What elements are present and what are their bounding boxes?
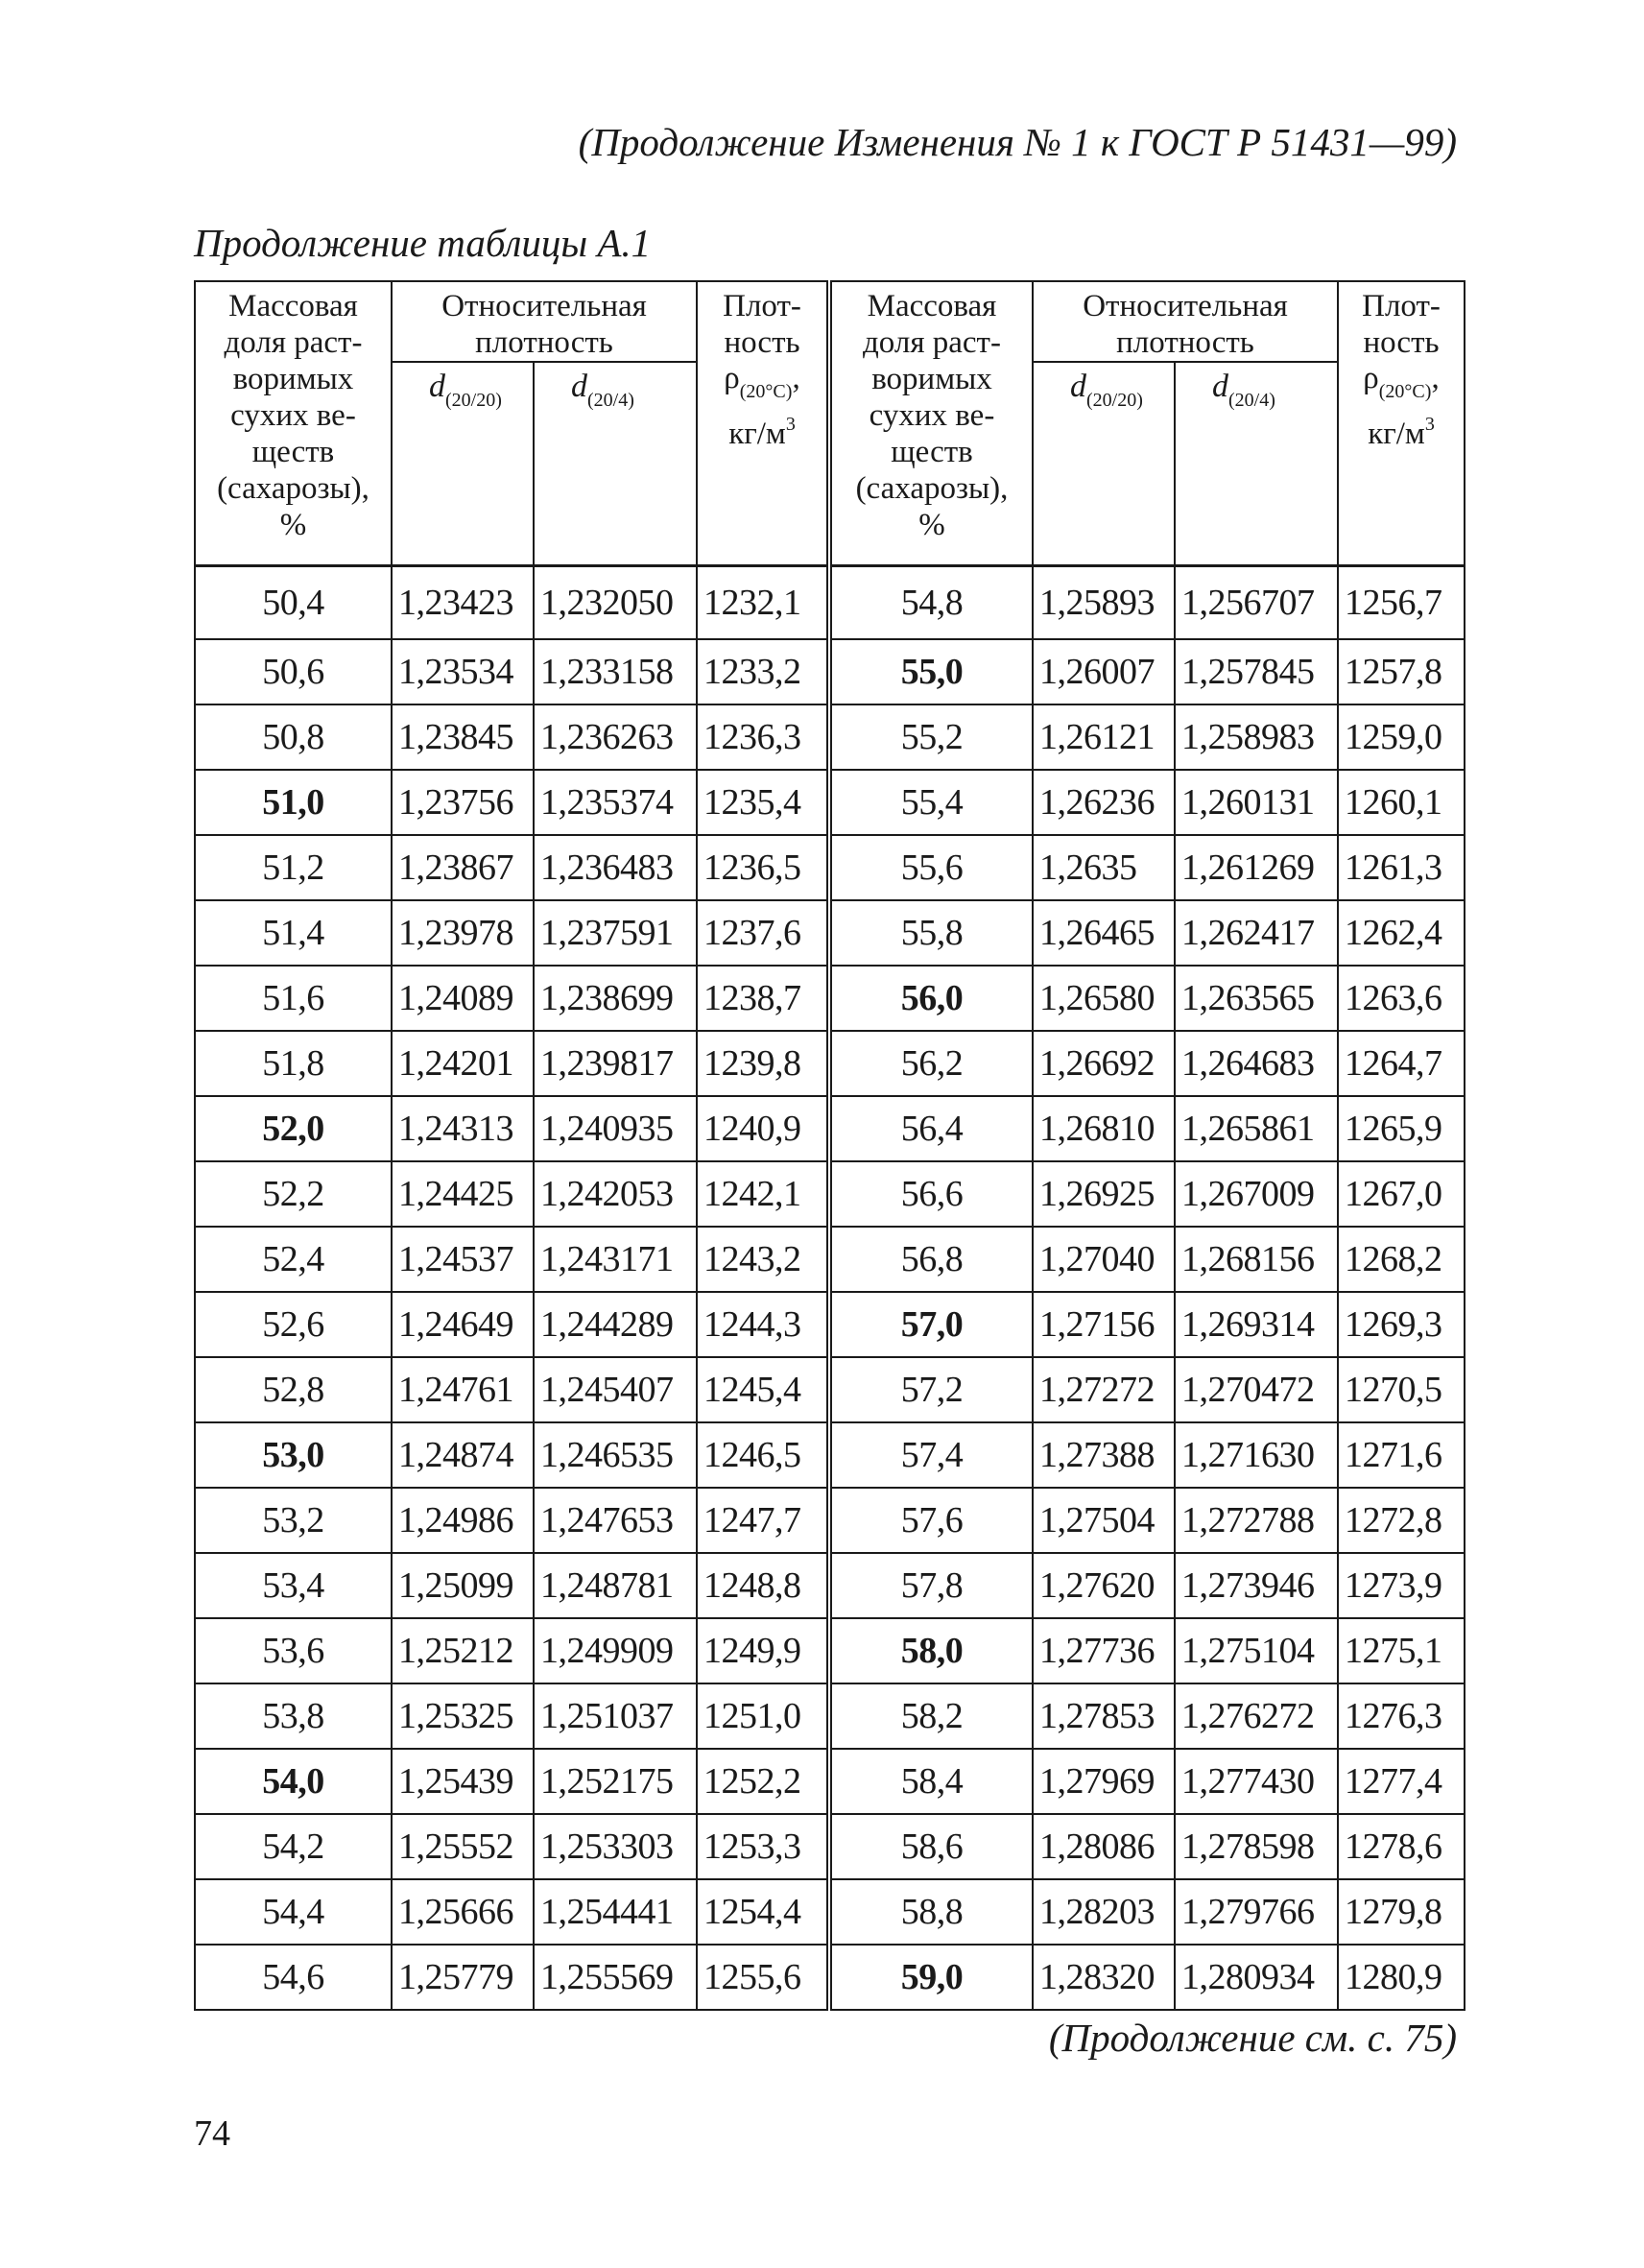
d204-cell: 1,253303 bbox=[534, 1814, 697, 1879]
d2020-cell: 1,28203 bbox=[1033, 1879, 1175, 1945]
relative-density-line: Относительная bbox=[1083, 289, 1288, 323]
table-head bbox=[195, 281, 1465, 565]
header-rho-left bbox=[697, 362, 829, 565]
table-row bbox=[195, 1357, 1465, 1422]
d2020-cell: 1,23978 bbox=[392, 900, 534, 966]
mass-fraction-cell: 50,4 bbox=[195, 565, 392, 639]
d2020-cell: 1,25439 bbox=[392, 1749, 534, 1814]
table-row bbox=[195, 1814, 1465, 1879]
d2020-cell: 1,24201 bbox=[392, 1031, 534, 1096]
mass-fraction-line: воримых bbox=[871, 362, 992, 396]
header-relative-density-right bbox=[1033, 281, 1338, 362]
rho-comma: , bbox=[1431, 362, 1440, 395]
rho-unit-line bbox=[1339, 408, 1464, 450]
d2020-cell: 1,25212 bbox=[392, 1618, 534, 1683]
density-cell: 1262,4 bbox=[1338, 900, 1465, 966]
header-d2020-left bbox=[392, 362, 534, 565]
d2020-cell: 1,27736 bbox=[1033, 1618, 1175, 1683]
mass-fraction-cell: 52,4 bbox=[195, 1227, 392, 1292]
d2020-cell: 1,27040 bbox=[1033, 1227, 1175, 1292]
table-row bbox=[195, 770, 1465, 835]
d204-cell: 1,271630 bbox=[1175, 1422, 1338, 1488]
mass-fraction-cell: 54,4 bbox=[195, 1879, 392, 1945]
mass-fraction-cell: 50,8 bbox=[195, 704, 392, 770]
density-cell: 1255,6 bbox=[697, 1945, 829, 2010]
mass-fraction-cell: 51,4 bbox=[195, 900, 392, 966]
table-row bbox=[195, 1422, 1465, 1488]
mass-fraction-cell: 54,8 bbox=[829, 565, 1033, 639]
rho-unit-superscript: 3 bbox=[785, 414, 796, 435]
d204-cell: 1,280934 bbox=[1175, 1945, 1338, 2010]
header-d204-right bbox=[1175, 362, 1338, 565]
d2020-cell: 1,24986 bbox=[392, 1488, 534, 1553]
density-cell: 1244,3 bbox=[697, 1292, 829, 1357]
relative-density-line: Относительная bbox=[441, 289, 647, 323]
table-row bbox=[195, 704, 1465, 770]
density-cell: 1269,3 bbox=[1338, 1292, 1465, 1357]
d-subscript: (20/4) bbox=[587, 390, 634, 411]
d-symbol: d bbox=[429, 369, 445, 404]
table-row bbox=[195, 835, 1465, 900]
d2020-cell: 1,25893 bbox=[1033, 565, 1175, 639]
mass-fraction-cell: 58,2 bbox=[829, 1683, 1033, 1749]
d-symbol: d bbox=[1212, 369, 1228, 404]
mass-fraction-cell: 57,6 bbox=[829, 1488, 1033, 1553]
d204-cell: 1,239817 bbox=[534, 1031, 697, 1096]
density-cell: 1240,9 bbox=[697, 1096, 829, 1161]
d2020-cell: 1,23423 bbox=[392, 565, 534, 639]
table-row bbox=[195, 1618, 1465, 1683]
mass-fraction-cell: 58,0 bbox=[829, 1618, 1033, 1683]
mass-fraction-cell: 55,2 bbox=[829, 704, 1033, 770]
rho-line bbox=[698, 362, 826, 408]
density-cell: 1235,4 bbox=[697, 770, 829, 835]
mass-fraction-cell: 58,8 bbox=[829, 1879, 1033, 1945]
header-d204-left bbox=[534, 362, 697, 565]
d204-cell: 1,249909 bbox=[534, 1618, 697, 1683]
mass-fraction-line: (сахарозы), bbox=[855, 471, 1009, 506]
density-cell: 1261,3 bbox=[1338, 835, 1465, 900]
mass-fraction-cell: 54,6 bbox=[195, 1945, 392, 2010]
density-cell: 1248,8 bbox=[697, 1553, 829, 1618]
density-cell: 1256,7 bbox=[1338, 565, 1465, 639]
mass-fraction-cell: 54,0 bbox=[195, 1749, 392, 1814]
d204-cell: 1,243171 bbox=[534, 1227, 697, 1292]
d2020-cell: 1,27504 bbox=[1033, 1488, 1175, 1553]
mass-fraction-cell: 51,2 bbox=[195, 835, 392, 900]
d2020-cell: 1,24089 bbox=[392, 966, 534, 1031]
d204-cell: 1,273946 bbox=[1175, 1553, 1338, 1618]
density-cell: 1257,8 bbox=[1338, 639, 1465, 704]
density-cell: 1232,1 bbox=[697, 565, 829, 639]
density-cell: 1236,3 bbox=[697, 704, 829, 770]
rho-subscript: (20°С) bbox=[739, 381, 793, 402]
d2020-cell: 1,27388 bbox=[1033, 1422, 1175, 1488]
d2020-cell: 1,26810 bbox=[1033, 1096, 1175, 1161]
d204-cell: 1,276272 bbox=[1175, 1683, 1338, 1749]
table-row bbox=[195, 1031, 1465, 1096]
d2020-cell: 1,24537 bbox=[392, 1227, 534, 1292]
mass-fraction-cell: 56,4 bbox=[829, 1096, 1033, 1161]
d204-cell: 1,248781 bbox=[534, 1553, 697, 1618]
mass-fraction-cell: 51,0 bbox=[195, 770, 392, 835]
d204-cell: 1,254441 bbox=[534, 1879, 697, 1945]
mass-fraction-cell: 56,2 bbox=[829, 1031, 1033, 1096]
table-row bbox=[195, 900, 1465, 966]
mass-fraction-cell: 52,8 bbox=[195, 1357, 392, 1422]
d204-cell: 1,235374 bbox=[534, 770, 697, 835]
mass-fraction-cell: 50,6 bbox=[195, 639, 392, 704]
mass-fraction-cell: 52,6 bbox=[195, 1292, 392, 1357]
density-cell: 1251,0 bbox=[697, 1683, 829, 1749]
mass-fraction-line: (сахарозы), bbox=[217, 471, 369, 506]
table-row bbox=[195, 966, 1465, 1031]
d204-cell: 1,244289 bbox=[534, 1292, 697, 1357]
mass-fraction-line: ществ bbox=[891, 435, 973, 469]
density-cell: 1259,0 bbox=[1338, 704, 1465, 770]
density-line: Плот- bbox=[1362, 289, 1441, 323]
mass-fraction-cell: 55,0 bbox=[829, 639, 1033, 704]
density-cell: 1247,7 bbox=[697, 1488, 829, 1553]
d204-cell: 1,237591 bbox=[534, 900, 697, 966]
running-header: (Продолжение Изменения № 1 к ГОСТ Р 51431—99) bbox=[578, 120, 1457, 164]
d2020-cell: 1,2635 bbox=[1033, 835, 1175, 900]
mass-fraction-cell: 52,0 bbox=[195, 1096, 392, 1161]
density-line: ность bbox=[1363, 325, 1440, 360]
mass-fraction-line: сухих ве- bbox=[230, 398, 356, 433]
mass-fraction-cell: 53,6 bbox=[195, 1618, 392, 1683]
d2020-cell: 1,27620 bbox=[1033, 1553, 1175, 1618]
table-row bbox=[195, 1553, 1465, 1618]
density-cell: 1260,1 bbox=[1338, 770, 1465, 835]
density-cell: 1238,7 bbox=[697, 966, 829, 1031]
d204-cell: 1,236483 bbox=[534, 835, 697, 900]
mass-fraction-cell: 57,2 bbox=[829, 1357, 1033, 1422]
d2020-cell: 1,27272 bbox=[1033, 1357, 1175, 1422]
mass-fraction-cell: 59,0 bbox=[829, 1945, 1033, 2010]
d2020-cell: 1,25099 bbox=[392, 1553, 534, 1618]
mass-fraction-cell: 56,6 bbox=[829, 1161, 1033, 1227]
d204-cell: 1,256707 bbox=[1175, 565, 1338, 639]
mass-fraction-line: % bbox=[918, 508, 945, 542]
d2020-cell: 1,24313 bbox=[392, 1096, 534, 1161]
mass-fraction-cell: 52,2 bbox=[195, 1161, 392, 1227]
density-cell: 1271,6 bbox=[1338, 1422, 1465, 1488]
header-density-left bbox=[697, 281, 829, 362]
d2020-cell: 1,25779 bbox=[392, 1945, 534, 2010]
d204-cell: 1,236263 bbox=[534, 704, 697, 770]
relative-density-line: плотность bbox=[475, 325, 613, 360]
density-cell: 1242,1 bbox=[697, 1161, 829, 1227]
d204-cell: 1,268156 bbox=[1175, 1227, 1338, 1292]
relative-density-line: плотность bbox=[1116, 325, 1254, 360]
d204-cell: 1,264683 bbox=[1175, 1031, 1338, 1096]
density-table bbox=[194, 280, 1465, 2011]
d-subscript: (20/20) bbox=[445, 390, 502, 411]
table-caption: Продолжение таблицы А.1 bbox=[194, 221, 652, 265]
density-cell: 1245,4 bbox=[697, 1357, 829, 1422]
d204-cell: 1,269314 bbox=[1175, 1292, 1338, 1357]
density-cell: 1278,6 bbox=[1338, 1814, 1465, 1879]
mass-fraction-line: доля раст- bbox=[863, 325, 1001, 360]
rho-unit: кг/м bbox=[1368, 417, 1425, 451]
d2020-cell: 1,26236 bbox=[1033, 770, 1175, 835]
table-row bbox=[195, 1879, 1465, 1945]
d2020-cell: 1,26692 bbox=[1033, 1031, 1175, 1096]
d-subscript: (20/4) bbox=[1228, 390, 1275, 411]
rho-symbol: ρ bbox=[724, 362, 740, 395]
header-mass-fraction-right bbox=[829, 281, 1033, 565]
table-row bbox=[195, 1749, 1465, 1814]
continuation-note: (Продолжение см. с. 75) bbox=[1048, 2016, 1457, 2060]
table-row bbox=[195, 1683, 1465, 1749]
density-cell: 1279,8 bbox=[1338, 1879, 1465, 1945]
d2020-cell: 1,25552 bbox=[392, 1814, 534, 1879]
table-row bbox=[195, 1945, 1465, 2010]
density-cell: 1276,3 bbox=[1338, 1683, 1465, 1749]
density-cell: 1265,9 bbox=[1338, 1096, 1465, 1161]
header-rho-right bbox=[1338, 362, 1465, 565]
table-row bbox=[195, 1292, 1465, 1357]
d204-cell: 1,233158 bbox=[534, 639, 697, 704]
header-mass-fraction-left bbox=[195, 281, 392, 565]
rho-symbol: ρ bbox=[1363, 362, 1379, 395]
mass-fraction-line: воримых bbox=[232, 362, 354, 396]
d204-cell: 1,260131 bbox=[1175, 770, 1338, 835]
d204-cell: 1,251037 bbox=[534, 1683, 697, 1749]
d204-cell: 1,252175 bbox=[534, 1749, 697, 1814]
d204-cell: 1,278598 bbox=[1175, 1814, 1338, 1879]
mass-fraction-cell: 51,8 bbox=[195, 1031, 392, 1096]
d2020-cell: 1,27853 bbox=[1033, 1683, 1175, 1749]
page-number: 74 bbox=[194, 2113, 230, 2154]
d2020-cell: 1,26925 bbox=[1033, 1161, 1175, 1227]
table-row bbox=[195, 639, 1465, 704]
rho-line bbox=[1339, 362, 1464, 408]
density-cell: 1253,3 bbox=[697, 1814, 829, 1879]
d204-cell: 1,265861 bbox=[1175, 1096, 1338, 1161]
d204-cell: 1,257845 bbox=[1175, 639, 1338, 704]
density-cell: 1267,0 bbox=[1338, 1161, 1465, 1227]
d204-cell: 1,245407 bbox=[534, 1357, 697, 1422]
d204-cell: 1,255569 bbox=[534, 1945, 697, 2010]
header-density-right bbox=[1338, 281, 1465, 362]
header-d2020-right bbox=[1033, 362, 1175, 565]
density-line: Плот- bbox=[723, 289, 801, 323]
mass-fraction-cell: 51,6 bbox=[195, 966, 392, 1031]
mass-fraction-cell: 53,8 bbox=[195, 1683, 392, 1749]
d2020-cell: 1,24761 bbox=[392, 1357, 534, 1422]
density-cell: 1264,7 bbox=[1338, 1031, 1465, 1096]
d2020-cell: 1,23756 bbox=[392, 770, 534, 835]
d204-cell: 1,279766 bbox=[1175, 1879, 1338, 1945]
mass-fraction-line: сухих ве- bbox=[869, 398, 995, 433]
d2020-cell: 1,28086 bbox=[1033, 1814, 1175, 1879]
d2020-cell: 1,27969 bbox=[1033, 1749, 1175, 1814]
d-symbol: d bbox=[571, 369, 587, 404]
d204-cell: 1,246535 bbox=[534, 1422, 697, 1488]
mass-fraction-cell: 57,8 bbox=[829, 1553, 1033, 1618]
header-relative-density-left bbox=[392, 281, 697, 362]
rho-unit-line bbox=[698, 408, 826, 450]
density-cell: 1275,1 bbox=[1338, 1618, 1465, 1683]
d2020-cell: 1,26580 bbox=[1033, 966, 1175, 1031]
d204-cell: 1,277430 bbox=[1175, 1749, 1338, 1814]
mass-fraction-cell: 58,4 bbox=[829, 1749, 1033, 1814]
d2020-cell: 1,26007 bbox=[1033, 639, 1175, 704]
density-cell: 1246,5 bbox=[697, 1422, 829, 1488]
mass-fraction-cell: 56,0 bbox=[829, 966, 1033, 1031]
d204-cell: 1,238699 bbox=[534, 966, 697, 1031]
density-cell: 1268,2 bbox=[1338, 1227, 1465, 1292]
mass-fraction-cell: 55,6 bbox=[829, 835, 1033, 900]
mass-fraction-cell: 55,8 bbox=[829, 900, 1033, 966]
d-symbol: d bbox=[1070, 369, 1086, 404]
d2020-cell: 1,27156 bbox=[1033, 1292, 1175, 1357]
mass-fraction-line: доля раст- bbox=[224, 325, 363, 360]
d2020-cell: 1,26465 bbox=[1033, 900, 1175, 966]
d2020-cell: 1,28320 bbox=[1033, 1945, 1175, 2010]
rho-unit: кг/м bbox=[728, 417, 786, 451]
table-row bbox=[195, 1227, 1465, 1292]
density-cell: 1237,6 bbox=[697, 900, 829, 966]
d2020-cell: 1,24649 bbox=[392, 1292, 534, 1357]
density-cell: 1243,2 bbox=[697, 1227, 829, 1292]
d204-cell: 1,262417 bbox=[1175, 900, 1338, 966]
mass-fraction-cell: 56,8 bbox=[829, 1227, 1033, 1292]
mass-fraction-cell: 57,0 bbox=[829, 1292, 1033, 1357]
d204-cell: 1,263565 bbox=[1175, 966, 1338, 1031]
density-cell: 1273,9 bbox=[1338, 1553, 1465, 1618]
rho-subscript: (20°С) bbox=[1378, 381, 1432, 402]
density-cell: 1263,6 bbox=[1338, 966, 1465, 1031]
d2020-cell: 1,24425 bbox=[392, 1161, 534, 1227]
mass-fraction-cell: 53,4 bbox=[195, 1553, 392, 1618]
d204-cell: 1,272788 bbox=[1175, 1488, 1338, 1553]
d204-cell: 1,240935 bbox=[534, 1096, 697, 1161]
mass-fraction-cell: 53,0 bbox=[195, 1422, 392, 1488]
d204-cell: 1,247653 bbox=[534, 1488, 697, 1553]
density-cell: 1236,5 bbox=[697, 835, 829, 900]
density-cell: 1239,8 bbox=[697, 1031, 829, 1096]
table-row bbox=[195, 1488, 1465, 1553]
mass-fraction-cell: 58,6 bbox=[829, 1814, 1033, 1879]
density-cell: 1233,2 bbox=[697, 639, 829, 704]
d2020-cell: 1,24874 bbox=[392, 1422, 534, 1488]
d204-cell: 1,275104 bbox=[1175, 1618, 1338, 1683]
mass-fraction-cell: 54,2 bbox=[195, 1814, 392, 1879]
d204-cell: 1,261269 bbox=[1175, 835, 1338, 900]
d204-cell: 1,242053 bbox=[534, 1161, 697, 1227]
d2020-cell: 1,26121 bbox=[1033, 704, 1175, 770]
mass-fraction-cell: 57,4 bbox=[829, 1422, 1033, 1488]
d204-cell: 1,267009 bbox=[1175, 1161, 1338, 1227]
d204-cell: 1,270472 bbox=[1175, 1357, 1338, 1422]
density-cell: 1280,9 bbox=[1338, 1945, 1465, 2010]
d2020-cell: 1,25325 bbox=[392, 1683, 534, 1749]
d2020-cell: 1,23867 bbox=[392, 835, 534, 900]
mass-fraction-line: ществ bbox=[251, 435, 335, 469]
density-cell: 1270,5 bbox=[1338, 1357, 1465, 1422]
density-cell: 1249,9 bbox=[697, 1618, 829, 1683]
mass-fraction-line: Массовая bbox=[867, 289, 997, 323]
density-line: ность bbox=[724, 325, 800, 360]
d2020-cell: 1,23534 bbox=[392, 639, 534, 704]
d204-cell: 1,258983 bbox=[1175, 704, 1338, 770]
mass-fraction-line: Массовая bbox=[228, 289, 358, 323]
table-row bbox=[195, 565, 1465, 639]
d-subscript: (20/20) bbox=[1086, 390, 1143, 411]
rho-comma: , bbox=[792, 362, 800, 395]
d204-cell: 1,232050 bbox=[534, 565, 697, 639]
table-body bbox=[195, 565, 1465, 2010]
table-row bbox=[195, 1096, 1465, 1161]
mass-fraction-line: % bbox=[279, 508, 307, 542]
d2020-cell: 1,25666 bbox=[392, 1879, 534, 1945]
mass-fraction-cell: 53,2 bbox=[195, 1488, 392, 1553]
density-cell: 1252,2 bbox=[697, 1749, 829, 1814]
table-row bbox=[195, 1161, 1465, 1227]
d2020-cell: 1,23845 bbox=[392, 704, 534, 770]
rho-unit-superscript: 3 bbox=[1424, 414, 1435, 435]
density-cell: 1254,4 bbox=[697, 1879, 829, 1945]
density-cell: 1272,8 bbox=[1338, 1488, 1465, 1553]
mass-fraction-cell: 55,4 bbox=[829, 770, 1033, 835]
density-cell: 1277,4 bbox=[1338, 1749, 1465, 1814]
